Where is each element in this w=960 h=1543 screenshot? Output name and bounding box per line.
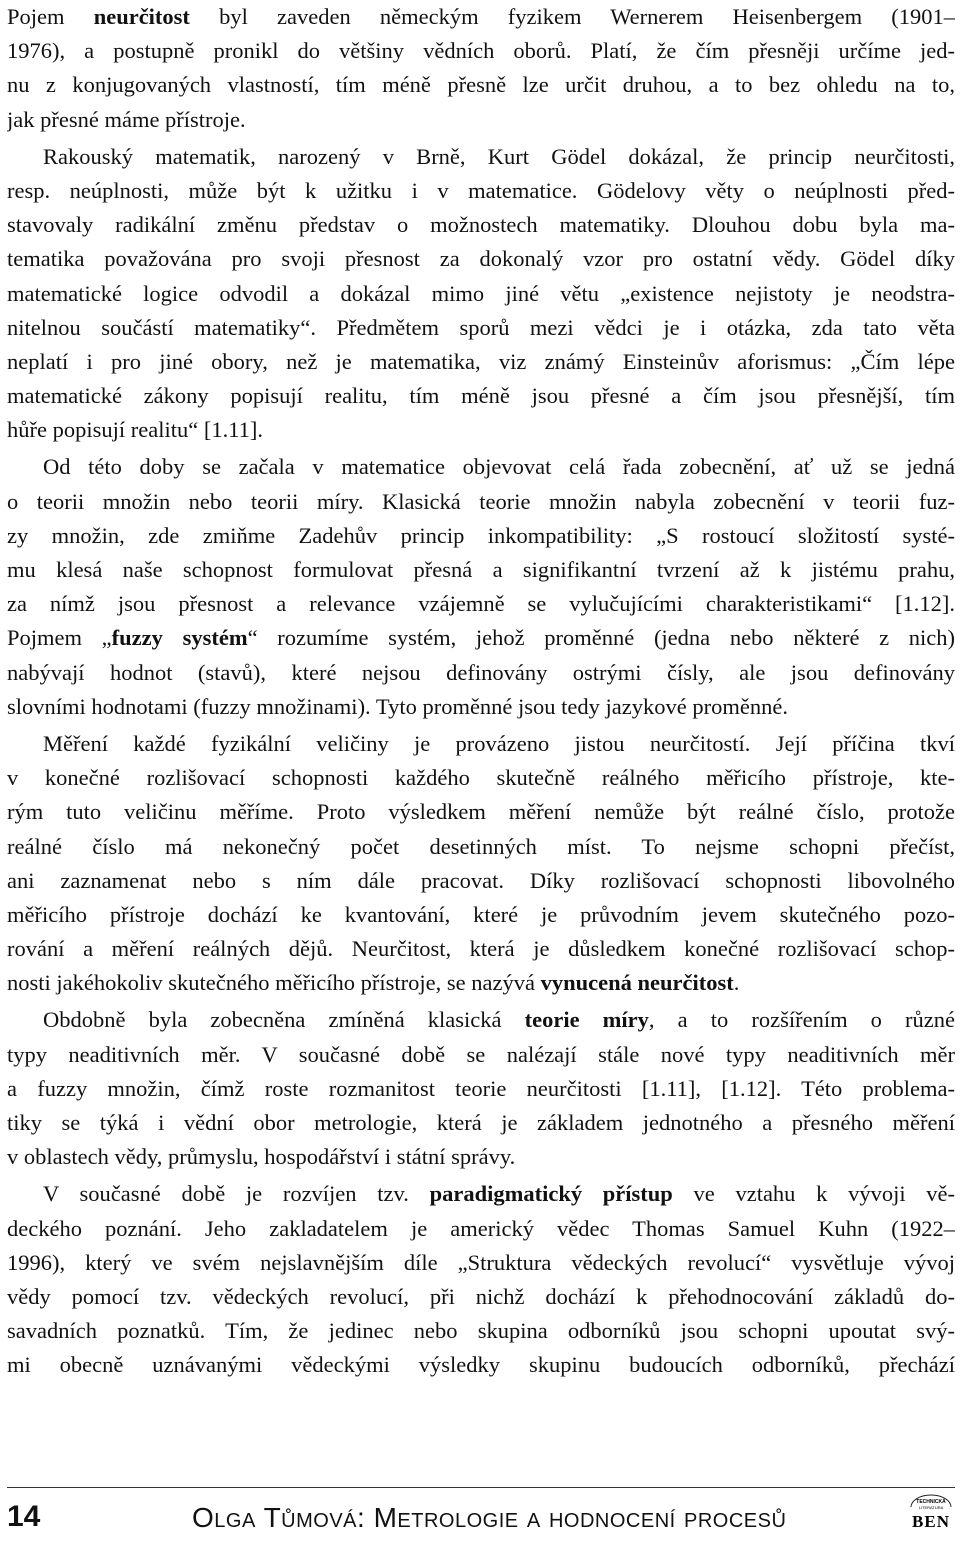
footer-title xyxy=(192,1498,786,1543)
logo-main-text: BEN xyxy=(912,1512,950,1530)
paragraph-3 xyxy=(7,450,955,724)
text-line: Pojem neurčitost byl zaveden německým fyzikem Wernerem Heisenbergem (1901– xyxy=(7,4,955,29)
text-line: Od této doby se začala v matematice objevovat celá řada zobecnění, ať už se jedná xyxy=(43,454,955,480)
paragraph-1 xyxy=(7,0,955,137)
logo-sub-text: LITERATURA xyxy=(918,1505,944,1510)
paragraph-2 xyxy=(7,140,955,448)
text-line: stavovaly radikální změnu představ o možnostech matematiky. Dlouhou dobu byla ma- xyxy=(7,212,955,238)
text-line: nabývají hodnot (stavů), které nejsou definovány ostrými čísly, ale jsou definovány xyxy=(7,659,955,685)
text-line: resp. neúplnosti, může být k užitku i v matematice. Gödelovy věty o neúplnosti před- xyxy=(7,177,955,203)
text-line: rování a měření reálných dějů. Neurčitost, která je důsledkem konečné rozlišovací schop- xyxy=(7,936,955,962)
text-line: Obdobně byla zobecněna zmíněná klasická teorie míry, a to rozšířením o různé xyxy=(43,1007,955,1033)
text-line: mu klesá naše schopnost formulovat přesná a signifikantní tvrzení až k jistému prahu, xyxy=(7,557,955,582)
paragraph-4 xyxy=(7,727,955,1001)
text-line: rým tuto veličinu měříme. Proto výsledkem měření nemůže být reálné číslo, protože xyxy=(7,799,955,825)
text-line: za nímž jsou přesnost a relevance vzájemně se vylučujícími charakteristikami“ [1.12]. xyxy=(7,591,955,617)
text-line: nitelnou součástí matematiky“. Předmětem sporů mezi vědci je i otázka, zda tato věta xyxy=(7,314,955,340)
text-line: vědy pomocí tzv. vědeckých revolucí, při nichž dochází k přehodnocování základů do- xyxy=(7,1283,955,1309)
text-line: matematické logice odvodil a dokázal mimo jiné větu „existence nejistoty je neodstra- xyxy=(7,280,955,306)
page-number: 14 xyxy=(7,1500,41,1533)
bold-term: neurčitost xyxy=(93,4,190,29)
text-line: Pojmem „fuzzy systém“ rozumíme systém, jehož proměnné (jedna nebo některé z nich) xyxy=(7,625,955,651)
text-line: v konečné rozlišovací schopnosti každého skutečně reálného měřicího přístroje, kte- xyxy=(7,765,955,791)
text-line: měřicího přístroje dochází ke kvantování, které je průvodním jevem skutečného pozo- xyxy=(7,901,955,927)
text-line: V současné době je rozvíjen tzv. paradigmatický přístup ve vztahu k vývoji vě- xyxy=(43,1181,955,1207)
publisher-logo xyxy=(905,1494,957,1530)
text-line: o teorii množin nebo teorii míry. Klasická teorie množin nabyla zobecnění v teorii fuz- xyxy=(7,488,955,514)
logo-top-text: TECHNICKÁ xyxy=(916,1499,946,1505)
text-line: savadních poznatků. Tím, že jedinec nebo skupina odborníků jsou schopni upoutat svý- xyxy=(7,1318,955,1344)
text-line: matematické zákony popisují realitu, tím méně jsou přesné a čím jsou přesnější, tím xyxy=(7,383,955,409)
text-line: jak přesné máme přístroje. xyxy=(7,106,246,132)
bold-term: teorie míry xyxy=(524,1007,649,1033)
text-line: nu z konjugovaných vlastností, tím méně přesně lze určit druhou, a to bez ohledu na to, xyxy=(7,72,955,98)
text-line: neplatí i pro jiné obory, než je matematika, viz známý Einsteinův aforismus: „Čím lépe xyxy=(7,348,955,374)
text-line: 1996), který ve svém nejslavnějším díle „Struktura vědeckých revolucí“ vysvětluje vývoj xyxy=(7,1249,955,1275)
paragraph-6 xyxy=(7,1177,955,1382)
bold-term: paradigmatický přístup xyxy=(429,1181,673,1207)
text-line: ani zaznamenat nebo s ním dále pracovat. Díky rozlišovací schopnosti libovolného xyxy=(7,867,955,893)
text-line: tiky se týká i vědní obor metrologie, která je základem jednotného a přesného měření xyxy=(7,1110,955,1135)
text-line: mi obecně uznávanými vědeckými výsledky skupinu budoucích odborníků, přechází xyxy=(7,1352,955,1378)
text-line: nosti jakéhokoliv skutečného měřicího přístroje, se nazývá vynucená neurčitost. xyxy=(7,970,740,996)
text-line: tematika považována pro svoji přesnost za dokonalý vzor pro ostatní vědy. Gödel díky xyxy=(7,246,955,272)
text-line: Rakouský matematik, narozený v Brně, Kurt Gödel dokázal, že princip neurčitosti, xyxy=(43,143,955,169)
text-line: 1976), a postupně pronikl do většiny vědních oborů. Platí, že čím přesněji určíme jed- xyxy=(7,38,955,64)
text-line: hůře popisují realitu“ [1.11]. xyxy=(7,417,263,443)
text-line: slovními hodnotami (fuzzy množinami). Tyto proměnné jsou tedy jazykové proměnné. xyxy=(7,693,788,719)
text-line: reálné číslo má nekonečný počet desetinných míst. To nejsme schopni přečíst, xyxy=(7,833,955,859)
text-line: Měření každé fyzikální veličiny je provázeno jistou neurčitostí. Její příčina tkví xyxy=(43,730,955,756)
text-line: v oblastech vědy, průmyslu, hospodářství i státní správy. xyxy=(7,1144,516,1170)
text-line: a fuzzy množin, čímž roste rozmanitost teorie neurčitosti [1.11], [1.12]. Této problema- xyxy=(7,1075,955,1101)
text-line: zy množin, zde zmiňme Zadehův princip inkompatibility: „S rostoucí složitostí systé- xyxy=(7,522,955,548)
text-line: typy neaditivních měr. V současné době se nalézají stále nové typy neaditivních měr xyxy=(7,1041,955,1067)
paragraph-5 xyxy=(7,1003,955,1174)
bold-term: vynucená neurčitost xyxy=(540,970,734,996)
text-line: deckého poznání. Jeho zakladatelem je americký vědec Thomas Samuel Kuhn (1922– xyxy=(7,1215,955,1241)
running-title: Olga Tůmová: Metrologie a hodnocení procesů xyxy=(192,1502,787,1533)
bold-term: fuzzy systém xyxy=(111,625,248,651)
body-text xyxy=(7,0,955,1383)
footer-rule xyxy=(7,1487,955,1488)
